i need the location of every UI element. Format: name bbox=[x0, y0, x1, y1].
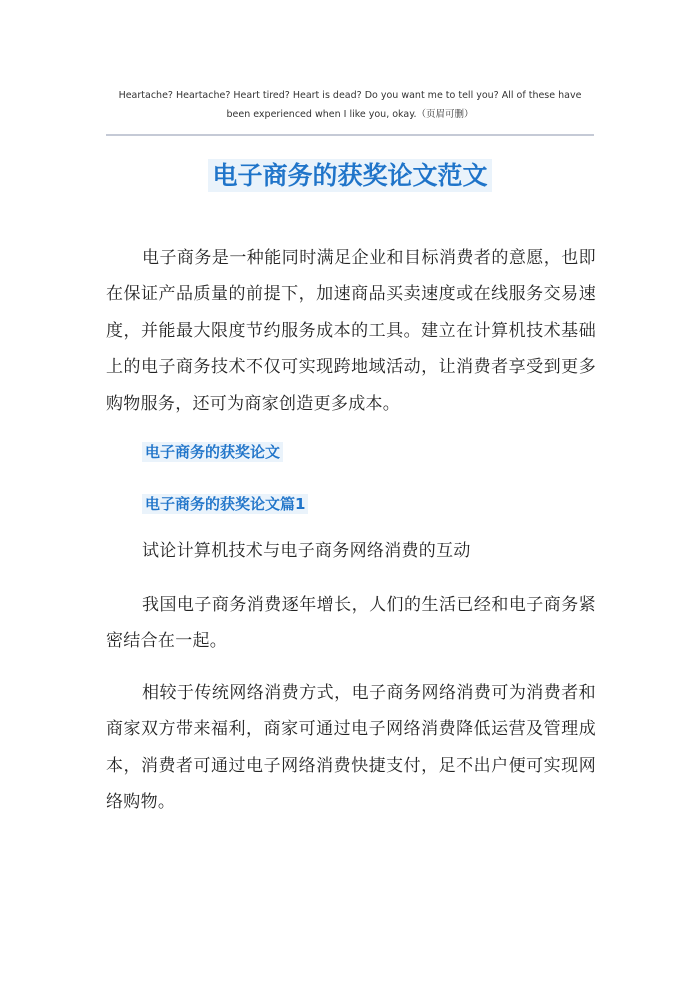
essay-title: 试论计算机技术与电子商务网络消费的互动 bbox=[142, 541, 471, 561]
document-title bbox=[106, 150, 594, 202]
page-header-note: Heartache? Heartache? Heart tired? Heart is dead? Do you want me to tell you? All of these have been experienced when I like you, okay.（页眉可删） bbox=[118, 90, 582, 120]
subheading-essay-part-1-text: 电子商务的获奖论文篇1 bbox=[142, 494, 308, 514]
subheading-award-essay-text: 电子商务的获奖论文 bbox=[142, 442, 283, 462]
header-divider bbox=[106, 134, 594, 136]
subheading-essay-part-1 bbox=[142, 492, 308, 516]
subheading-award-essay bbox=[142, 440, 283, 464]
paragraph-1: 我国电子商务消费逐年增长，人们的生活已经和电子商务紧密结合在一起。 bbox=[106, 595, 596, 652]
paragraph-2: 相较于传统网络消费方式，电子商务网络消费可为消费者和商家双方带来福利，商家可通过电子网络消费降低运营及管理成本，消费者可通过电子网络消费快捷支付，足不出户便可实现网络购物。 bbox=[106, 683, 596, 813]
document-title-text: 电子商务的获奖论文范文 bbox=[208, 159, 491, 192]
intro-paragraph: 电子商务是一种能同时满足企业和目标消费者的意愿，也即在保证产品质量的前提下，加速商品买卖速度或在线服务交易速度，并能最大限度节约服务成本的工具。建立在计算机技术基础上的电子商务技术不仅可实现跨地域活动，让消费者享受到更多购物服务，还可为商家创造更多成本。 bbox=[106, 248, 596, 414]
